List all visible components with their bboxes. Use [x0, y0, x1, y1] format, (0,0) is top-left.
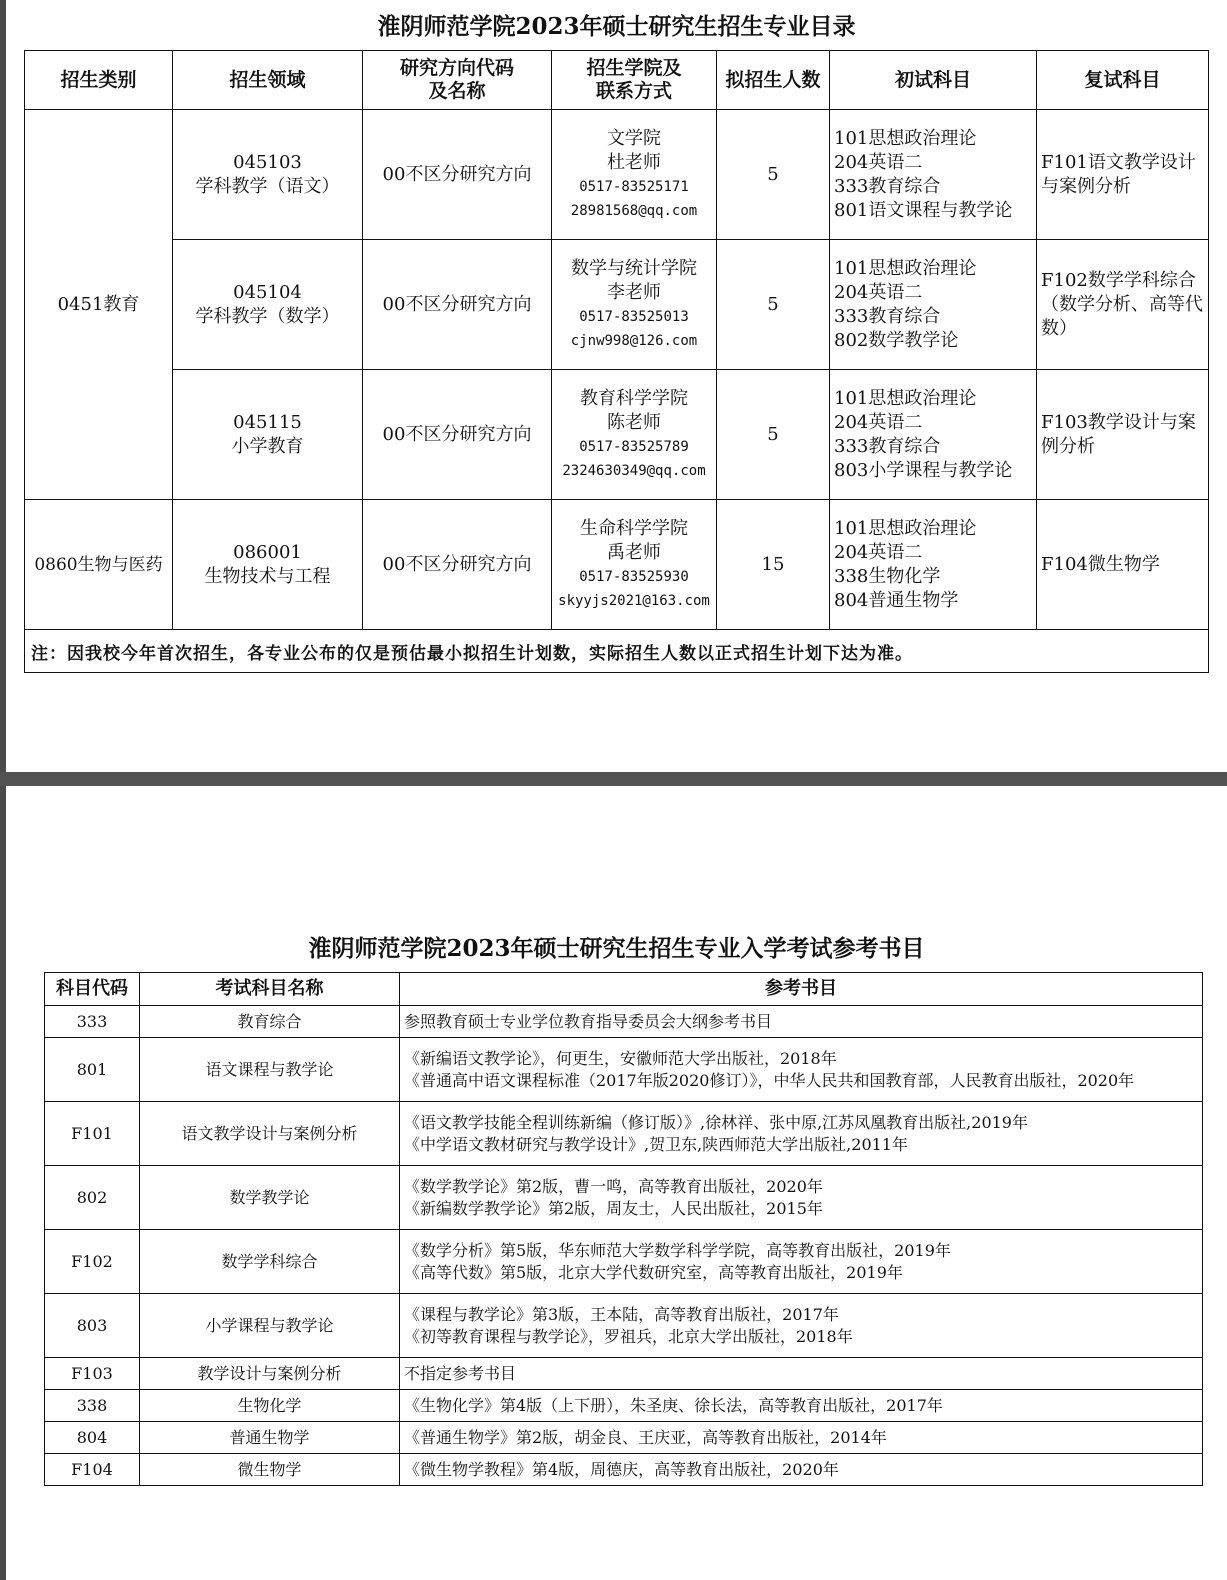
exam-item: 333教育综合	[834, 175, 941, 197]
category-cell	[25, 110, 173, 500]
reference-list	[400, 1038, 1203, 1102]
direction-cell	[363, 240, 552, 370]
header-direction	[363, 51, 552, 110]
books-header-row	[45, 973, 1203, 1006]
books-row	[45, 1166, 1203, 1230]
subject-code: 804	[45, 1422, 140, 1454]
reference-item: 《新编数学教学论》第2版，周友士，人民出版社，2015年	[404, 1198, 823, 1218]
contact-email: 2324630349@qq.com	[562, 462, 706, 479]
subject-code: F101	[45, 1102, 140, 1166]
catalog-header-row	[25, 51, 1209, 110]
exam-item: 803小学课程与教学论	[834, 459, 1013, 481]
category-biomed: 0860生物与医药	[34, 554, 163, 575]
reference-list	[400, 1390, 1203, 1422]
direction-cell	[363, 370, 552, 500]
retest-text: F103教学设计与案例分析	[1041, 411, 1196, 457]
field-name: 学科教学（语文）	[195, 175, 340, 197]
contact-phone: 0517-83525930	[579, 568, 689, 585]
retest-text: F101语文教学设计与案例分析	[1041, 151, 1196, 197]
exam-item: 101思想政治理论	[834, 387, 977, 409]
catalog-note-text: 注：因我校今年首次招生，各专业公布的仅是预估最小拟招生计划数，实际招生人数以正式招生计划下达为准。	[31, 643, 913, 664]
quota-value: 15	[761, 553, 785, 575]
reference-item: 《普通高中语文课程标准（2017年版2020修订）》，中华人民共和国教育部，人民教育出版社，2020年	[404, 1070, 1135, 1090]
subject-code: F104	[45, 1454, 140, 1486]
retest-cell	[1037, 110, 1209, 240]
catalog-row	[25, 500, 1209, 630]
reference-list	[400, 1166, 1203, 1230]
exam-item: 101思想政治理论	[834, 517, 977, 539]
header-exams	[830, 51, 1037, 110]
contact-email: skyyjs2021@163.com	[558, 592, 710, 609]
subject-code: 801	[45, 1038, 140, 1102]
page-2	[6, 786, 1227, 1580]
header-direction-text: 研究方向代码 及名称	[399, 57, 514, 102]
exam-item: 333教育综合	[834, 435, 941, 457]
exams-cell	[830, 500, 1037, 630]
header-quota-text: 拟招生人数	[725, 68, 821, 91]
exam-item: 204英语二	[834, 541, 923, 563]
reference-item: 《微生物学教程》第4版，周德庆，高等教育出版社，2020年	[404, 1459, 839, 1479]
contact-phone: 0517-83525171	[579, 178, 689, 195]
exam-item: 101思想政治理论	[834, 257, 977, 279]
header-college-text: 招生学院及 联系方式	[586, 57, 682, 102]
reference-item: 不指定参考书目	[404, 1363, 517, 1383]
header-refs-text: 参考书目	[765, 978, 837, 999]
reference-item: 《新编语文教学论》，何更生，安徽师范大学出版社，2018年	[404, 1048, 837, 1068]
header-code	[45, 973, 140, 1006]
retest-text: F102数学学科综合（数学分析、高等代数）	[1041, 269, 1203, 339]
direction-text: 00不区分研究方向	[382, 163, 532, 185]
exam-item: 204英语二	[834, 411, 923, 433]
catalog-note	[25, 630, 1209, 673]
college-name: 生命科学学院	[580, 517, 688, 539]
field-cell	[173, 370, 363, 500]
field-code: 045104	[233, 281, 302, 303]
books-row	[45, 1038, 1203, 1102]
subject-name: 普通生物学	[140, 1422, 400, 1454]
contact-person: 杜老师	[607, 151, 661, 173]
quota-cell	[717, 110, 830, 240]
reference-item: 《初等教育课程与教学论》，罗祖兵，北京大学出版社，2018年	[404, 1326, 853, 1346]
reference-list	[400, 1006, 1203, 1038]
direction-cell	[363, 110, 552, 240]
catalog-row	[25, 240, 1209, 370]
direction-text: 00不区分研究方向	[382, 553, 532, 575]
subject-code: 803	[45, 1294, 140, 1358]
field-name: 小学教育	[231, 435, 304, 457]
header-field-text: 招生领域	[229, 68, 306, 91]
reference-list	[400, 1358, 1203, 1390]
catalog-table	[24, 50, 1209, 673]
contact-email: 28981568@qq.com	[570, 202, 698, 219]
subject-code: F103	[45, 1358, 140, 1390]
quota-value: 5	[767, 423, 779, 445]
exam-item: 204英语二	[834, 281, 923, 303]
exam-item: 338生物化学	[834, 565, 941, 587]
retest-cell	[1037, 240, 1209, 370]
reference-item: 《数学分析》第5版，华东师范大学数学科学学院，高等教育出版社，2019年	[404, 1240, 951, 1260]
subject-name: 教育综合	[140, 1006, 400, 1038]
subject-code: F102	[45, 1230, 140, 1294]
reference-item: 参照教育硕士专业学位教育指导委员会大纲参考书目	[404, 1011, 773, 1031]
subject-name: 数学教学论	[140, 1166, 400, 1230]
reference-item: 《课程与教学论》第3版，王本陆，高等教育出版社，2017年	[404, 1304, 839, 1324]
books-row	[45, 1006, 1203, 1038]
college-cell	[552, 500, 717, 630]
reference-item: 《数学教学论》第2版，曹一鸣，高等教育出版社，2020年	[404, 1176, 823, 1196]
category-education: 0451教育	[57, 293, 140, 315]
field-cell	[173, 240, 363, 370]
exam-item: 204英语二	[834, 151, 923, 173]
subject-name: 教学设计与案例分析	[140, 1358, 400, 1390]
header-refs	[400, 973, 1203, 1006]
catalog-row	[25, 110, 1209, 240]
header-college	[552, 51, 717, 110]
retest-cell	[1037, 370, 1209, 500]
exams-cell	[830, 370, 1037, 500]
exam-item: 802数学教学论	[834, 329, 959, 351]
subject-name: 数学学科综合	[140, 1230, 400, 1294]
direction-text: 00不区分研究方向	[382, 423, 532, 445]
books-row	[45, 1422, 1203, 1454]
contact-email: cjnw998@126.com	[570, 332, 698, 349]
catalog-row	[25, 370, 1209, 500]
exam-item: 333教育综合	[834, 305, 941, 327]
books-row	[45, 1454, 1203, 1486]
reference-item: 《中学语文教材研究与教学设计》,贺卫东,陕西师范大学出版社,2011年	[404, 1134, 908, 1154]
quota-cell	[717, 370, 830, 500]
reference-item: 《高等代数》第5版，北京大学代数研究室，高等教育出版社，2019年	[404, 1262, 903, 1282]
reference-list	[400, 1230, 1203, 1294]
reference-list	[400, 1454, 1203, 1486]
reference-item: 《语文教学技能全程训练新编（修订版）》,徐林祥、张中原,江苏凤凰教育出版社,2019年	[404, 1112, 1028, 1132]
subject-name: 语文课程与教学论	[140, 1038, 400, 1102]
exam-item: 801语文课程与教学论	[834, 199, 1013, 221]
exam-item: 804普通生物学	[834, 589, 959, 611]
college-cell	[552, 370, 717, 500]
contact-person: 禹老师	[607, 541, 661, 563]
books-row	[45, 1358, 1203, 1390]
direction-cell	[363, 500, 552, 630]
subject-name: 微生物学	[140, 1454, 400, 1486]
header-code-text: 科目代码	[56, 978, 128, 999]
exams-cell	[830, 240, 1037, 370]
subject-name: 小学课程与教学论	[140, 1294, 400, 1358]
quota-value: 5	[767, 163, 779, 185]
reference-item: 《生物化学》第4版（上下册），朱圣庚、徐长法，高等教育出版社，2017年	[404, 1395, 943, 1415]
subject-code: 802	[45, 1166, 140, 1230]
catalog-title: 淮阴师范学院2023年硕士研究生招生专业目录	[377, 13, 856, 40]
exams-cell	[830, 110, 1037, 240]
subject-name: 语文教学设计与案例分析	[140, 1102, 400, 1166]
field-code: 045103	[233, 151, 302, 173]
retest-text: F104微生物学	[1041, 553, 1160, 575]
contact-person: 李老师	[607, 281, 661, 303]
header-exams-text: 初试科目	[894, 68, 971, 91]
subject-name: 生物化学	[140, 1390, 400, 1422]
books-title: 淮阴师范学院2023年硕士研究生招生专业入学考试参考书目	[308, 935, 925, 962]
contact-person: 陈老师	[607, 411, 661, 433]
header-category-text: 招生类别	[60, 68, 137, 91]
college-cell	[552, 240, 717, 370]
header-quota	[717, 51, 830, 110]
direction-text: 00不区分研究方向	[382, 293, 532, 315]
quota-cell	[717, 500, 830, 630]
books-body	[45, 1006, 1203, 1486]
page-gap	[0, 772, 1227, 786]
header-subject	[140, 973, 400, 1006]
books-row	[45, 1102, 1203, 1166]
contact-phone: 0517-83525013	[579, 308, 689, 325]
catalog-note-row	[25, 630, 1209, 673]
subject-code: 338	[45, 1390, 140, 1422]
reference-item: 《普通生物学》第2版，胡金良、王庆亚，高等教育出版社，2014年	[404, 1427, 887, 1447]
category-cell	[25, 500, 173, 630]
retest-cell	[1037, 500, 1209, 630]
subject-code: 333	[45, 1006, 140, 1038]
field-cell	[173, 500, 363, 630]
college-name: 教育科学学院	[580, 387, 688, 409]
reference-list	[400, 1102, 1203, 1166]
exam-item: 101思想政治理论	[834, 127, 977, 149]
books-row	[45, 1390, 1203, 1422]
college-cell	[552, 110, 717, 240]
header-retest	[1037, 51, 1209, 110]
quota-cell	[717, 240, 830, 370]
header-subject-text: 考试科目名称	[215, 978, 324, 999]
reference-list	[400, 1294, 1203, 1358]
field-code: 045115	[233, 411, 302, 433]
books-table	[44, 972, 1203, 1486]
field-name: 学科教学（数学）	[195, 305, 340, 327]
reference-list	[400, 1422, 1203, 1454]
books-row	[45, 1294, 1203, 1358]
books-row	[45, 1230, 1203, 1294]
header-field	[173, 51, 363, 110]
college-name: 文学院	[607, 127, 661, 149]
field-cell	[173, 110, 363, 240]
field-name: 生物技术与工程	[204, 565, 331, 587]
college-name: 数学与统计学院	[571, 257, 697, 279]
page-1	[6, 0, 1227, 772]
header-category	[25, 51, 173, 110]
field-code: 086001	[233, 541, 302, 563]
quota-value: 5	[767, 293, 779, 315]
contact-phone: 0517-83525789	[579, 438, 689, 455]
header-retest-text: 复试科目	[1084, 68, 1161, 91]
